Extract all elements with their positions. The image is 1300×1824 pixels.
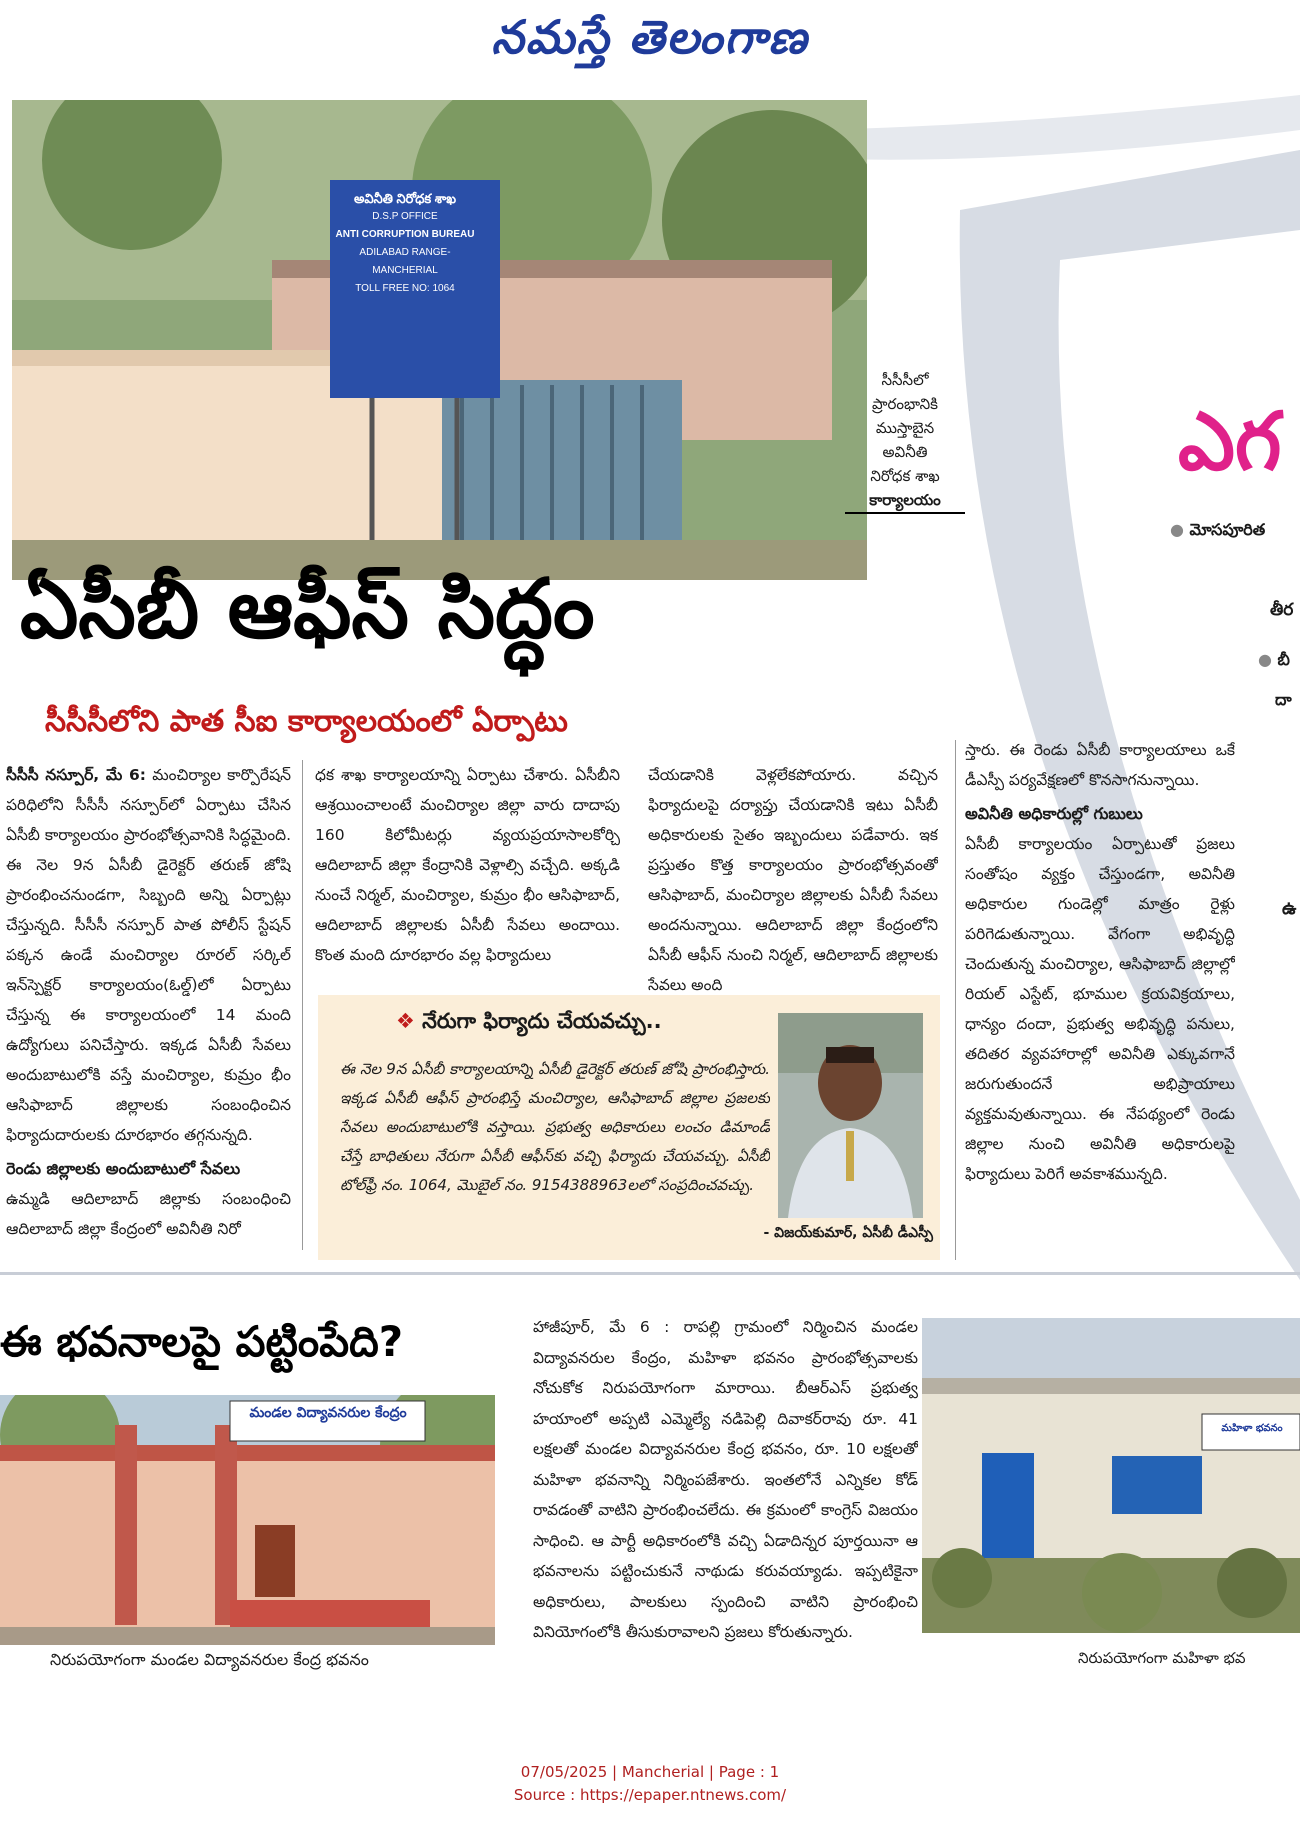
complaint-info-box xyxy=(318,995,940,1260)
building-sign-text: మండల విద్యావనరుల కేంద్రం xyxy=(249,1405,407,1421)
right-story-fragment: తీర xyxy=(1270,600,1294,620)
right-story-fragment: ఉ xyxy=(1282,898,1297,919)
bullet-text: బీ xyxy=(1277,650,1290,669)
caption-line: నిరోధక శాఖ xyxy=(870,467,940,485)
sign-line-3: ANTI CORRUPTION BUREAU xyxy=(335,229,475,240)
dsp-portrait xyxy=(778,1013,923,1218)
column-text: ధక శాఖ కార్యాలయాన్ని ఏర్పాటు చేశారు. ఏసీబీని ఆశ్రయించాలంటే మంచిర్యాల జిల్లా వారు దాదాపు 160 కిలోమీటర్లు వ్యయప్రయాసాలకోర్చి ఆదిలాబాద్ జిల్లా కేంద్రానికి వెళ్లాల్సి వచ్చేది. అక్కడి నుంచే నిర్మల్, మంచిర్యాల, కుమ్రం భీం ఆసిఫాబాద్, ఆదిలాబాద్ జిల్లాలకు ఏసీబీ సేవలు అందాయి. కొంత మంది దూరభారం వల్ల ఫిర్యాదులు xyxy=(315,766,620,964)
caption-line: అవినీతి xyxy=(882,443,928,461)
column-text: ఉమ్మడి ఆదిలాబాద్ జిల్లాకు సంబంధించి ఆదిలాబాద్ జిల్లా కేంద్రంలో అవినీతి నిరో xyxy=(6,1190,291,1238)
sign-line-1: అవినీతి నిరోధక శాఖ xyxy=(353,191,457,206)
mandal-resource-centre-photo xyxy=(0,1395,495,1645)
right-story-bullet xyxy=(1258,650,1290,673)
sub-headline: సీసీసీలోని పాత సీఐ కార్యాలయంలో ఏర్పాటు xyxy=(45,704,568,739)
column-text: ఏసీబీ కార్యాలయం ఏర్పాటుతో ప్రజలు సంతోషం వ్యక్తం చేస్తుండగా, అవినీతి అధికారుల గుండెల్లో మాత్రం రైళ్లు పరిగెడుతున్నాయి. వేగంగా అభివృద్ధి చెందుతున్న మంచిర్యాల, ఆసిఫాబాద్ జిల్లాల్లో రియల్ ఎస్టేట్, భూముల క్రయవిక్రయాలు, ధాన్యం దందా, ప్రభుత్వ అభివృద్ధి పనులు, తదితర వ్యవహారాల్లో అవినీతి ఎక్కువగానే జరుగుతుందనే అభిప్రాయాలు వ్యక్తమవుతున్నాయి. ఈ నేపథ్యంలో రెండు జిల్లాల నుంచి అవినీతి అధికారులపై ఫిర్యాదులు పెరిగే అవకాశమున్నది. xyxy=(965,835,1235,1183)
page-footer-source: Source : https://epaper.ntnews.com/ xyxy=(513,1786,787,1804)
box-body: ఈ నెల 9న ఏసీబీ కార్యాలయాన్ని ఏసీబీ డైరెక్టర్ తరుణ్ జోషి ప్రారంభిస్తారు. ఇక్కడ ఏసీబీ ఆఫీస్ ప్రారంభిస్తే మంచిర్యాల, ఆసిఫాబాద్ జిల్లాల ప్రజలకు సేవలు అందుబాటులోకి వస్తాయి. ప్రభుత్వ అధికారులు లంచం డిమాండ్ చేస్తే బాధితులు నేరుగా ఏసీబీ ఆఫీస్‌కు వచ్చి ఫిర్యాదు చేయవచ్చు. ఏసీబీ టోల్‌ఫ్రీ నం. 1064, మొబైల్ నం. 9154388963లలో సంప్రదించవచ్చు. xyxy=(340,1060,770,1194)
main-headline: ఏసీబీ ఆఫీస్ సిద్ధం xyxy=(20,562,595,657)
caption-line: కార్యాలయం xyxy=(845,488,965,514)
column-text: రాపల్లి గ్రామంలో నిర్మించిన మండల విద్యావనరుల కేంద్రం, మహిళా భవనం ప్రారంభోత్సవాలకు నోచుకోక నిరుపయోగంగా మారాయి. బీఆర్‌ఎస్ ప్రభుత్వ హయాంలో అప్పటి ఎమ్మెల్యే నడిపెల్లి దివాకర్‌రావు రూ. 41 లక్షలతో మండల విద్యావనరుల కేంద్ర భవనం, రూ. 10 లక్షలతో మహిళా భవనాన్ని నిర్మింపజేశారు. ఇంతలోనే ఎన్నికల కోడ్ రావడంతో వాటిని ప్రారంభించలేదు. ఈ క్రమంలో కాంగ్రెస్ విజయం సాధించి. ఆ పార్టీ అధికారంలోకి వచ్చి ఏడాదిన్నర పూర్తయినా ఆ భవనాలను పట్టించుకునే నాథుడు కరువయ్యాడు. ఇప్పటికైనా అధికారులు, పాలకులు స్పందించి వాటిని ప్రారంభించి వినియోగంలోకి తీసుకురావాలని ప్రజలు కోరుతున్నారు. xyxy=(533,1318,918,1641)
article-column-1 xyxy=(6,760,291,1250)
sign-line-5: TOLL FREE NO: 1064 xyxy=(355,283,455,294)
dateline: హాజీపూర్, మే 6 : xyxy=(533,1318,670,1336)
bullet-icon: ● xyxy=(1258,650,1272,669)
bottom-article-text xyxy=(533,1312,918,1682)
sign-line-2: D.S.P OFFICE xyxy=(372,211,438,222)
diamond-icon: ❖ xyxy=(396,1009,415,1033)
section-subhead: రెండు జిల్లాలకు అందుబాటులో సేవలు xyxy=(6,1159,241,1178)
bullet-text: మోసపూరిత xyxy=(1189,520,1266,539)
caption-line: ముస్తాబైన xyxy=(875,419,935,437)
section-separator xyxy=(0,1272,1300,1275)
right-story-fragment: దా xyxy=(1275,690,1292,709)
page-footer-date: 07/05/2025 | Mancherial | Page : 1 xyxy=(520,1763,780,1781)
box-credit: - విజయ్‌కుమార్, ఏసీబీ డీఎస్పీ xyxy=(763,1225,933,1241)
column-text: స్తారు. ఈ రెండు ఏసీబీ కార్యాలయాలు ఒకే డీఎస్పీ పర్యవేక్షణలో కొనసాగనున్నాయి. xyxy=(965,741,1235,789)
section-subhead: అవినీతి అధికారుల్లో గుబులు xyxy=(965,804,1143,823)
caption-left: నిరుపయోగంగా మండల విద్యావనరుల కేంద్ర భవనం xyxy=(50,1650,369,1669)
dateline: సీసీసీ నస్పూర్, మే 6: xyxy=(6,766,146,784)
bullet-icon: ● xyxy=(1170,520,1184,539)
right-story-bullet xyxy=(1170,520,1265,543)
bottom-headline: ఈ భవనాలపై పట్టింపేది? xyxy=(0,1317,404,1366)
column-divider xyxy=(302,760,303,1250)
article-column-2 xyxy=(315,760,620,995)
sign-line-4: ADILABAD RANGE-MANCHERIAL xyxy=(359,247,451,276)
column-text: మంచిర్యాల కార్పొరేషన్ పరిధిలోని సీసీసీ నస్పూర్‌లో ఏర్పాటు చేసిన ఏసీబీ కార్యాలయం ప్రారంభోత్సవానికి సిద్ధమైంది. ఈ నెల 9న ఏసీబీ డైరెక్టర్ తరుణ్ జోషి ప్రారంభించనుండగా, సిబ్బంది అన్ని ఏర్పాట్లు చేస్తున్నది. సీసీసీ నస్పూర్ పాత పోలీస్ స్టేషన్ పక్కన ఉండే మంచిర్యాల రూరల్ సర్కిల్ ఇన్‌స్పెక్టర్ కార్యాలయం(ఓల్డ్)లో ఏర్పాటు చేస్తున్న ఈ కార్యాలయంలో 14 మంది ఉద్యోగులు పనిచేస్తారు. ఇక్కడ ఏసీబీ సేవలు అందుబాటులోకి వస్తే మంచిర్యాల, కుమ్రం భీం ఆసిఫాబాద్ జిల్లాలకు సంబంధించిన ఫిర్యాదుదారులకు దూరభారం తగ్గనున్నది. xyxy=(6,766,291,1144)
caption-line: ప్రారంభానికి xyxy=(872,395,938,413)
article-column-4 xyxy=(965,735,1235,1265)
sign-board xyxy=(330,190,480,298)
caption-right: నిరుపయోగంగా మహిళా భవ xyxy=(1078,1649,1246,1667)
column-text: చేయడానికి వెళ్లలేకపోయారు. వచ్చిన ఫిర్యాదులపై దర్యాప్తు చేయడానికి ఇటు ఏసీబీ అధికారులకు సైతం ఇబ్బందులు పడేవారు. ఇక ప్రస్తుతం కొత్త కార్యాలయం ప్రారంభోత్సవంతో ఆసిఫాబాద్, మంచిర్యాల జిల్లాలకు ఏసీబీ సేవలు అందనున్నాయి. ఆదిలాబాద్ జిల్లా కేంద్రంలోని ఏసీబీ ఆఫీస్ నుంచి నిర్మల్, ఆదిలాబాద్ జిల్లాలకు సేవలు అంది xyxy=(648,766,938,994)
caption-line: సీసీసీలో xyxy=(881,371,929,389)
acb-office-photo xyxy=(12,100,867,580)
masthead xyxy=(0,0,1300,80)
right-story-headline: ఎగ xyxy=(1178,395,1282,488)
column-divider xyxy=(955,740,956,1260)
photo-caption xyxy=(845,368,965,514)
box-title-text: నేరుగా ఫిర్యాదు చేయవచ్చు.. xyxy=(422,1009,662,1033)
article-column-3 xyxy=(648,760,938,995)
womens-building-photo xyxy=(922,1318,1300,1633)
newspaper-title: నమస్తే తెలంగాణ xyxy=(491,10,809,64)
box-title xyxy=(396,1009,662,1039)
building-sign-text: మహిళా భవనం xyxy=(1221,1423,1283,1434)
